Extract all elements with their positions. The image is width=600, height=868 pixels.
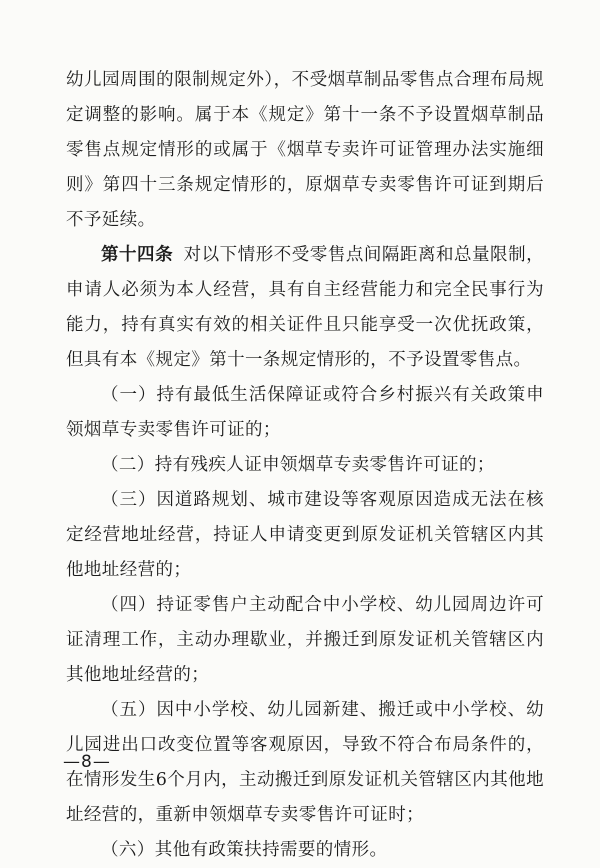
list-item: （四）持证零售户主动配合中小学校、幼儿园周边许可证清理工作，主动办理歇业，并搬迁到原发证机关管辖区内其他地址经营的； bbox=[66, 595, 544, 685]
article-14-paragraph bbox=[66, 238, 544, 378]
list-item: （五）因中小学校、幼儿园新建、搬迁或中小学校、幼儿园进出口改变位置等客观原因，导致不符合布局条件的，在情形发生6个月内，主动搬迁到原发证机关管辖区内其他地址经营的，重新申领烟草专卖零售许可证时； bbox=[66, 700, 544, 825]
list-item: （三）因道路规划、城市建设等客观原因造成无法在核定经营地址经营，持证人申请变更到原发证机关管辖区内其他地址经营的； bbox=[66, 490, 544, 580]
document-body bbox=[66, 63, 544, 868]
page-number: —8— bbox=[63, 752, 111, 772]
list-item: （二）持有残疾人证申领烟草专卖零售许可证的； bbox=[101, 455, 495, 475]
article-heading: 第十四条 bbox=[101, 245, 174, 265]
list-item: （一）持有最低生活保障证或符合乡村振兴有关政策申领烟草专卖零售许可证的； bbox=[66, 385, 544, 440]
list-item: （六）其他有政策扶持需要的情形。 bbox=[101, 840, 388, 860]
article-body: 对以下情形不受零售点间隔距离和总量限制，申请人必须为本人经营，具有自主经营能力和完全民事行为能力，持有真实有效的相关证件且只能享受一次优抚政策，但具有本《规定》第十一条规定情形的，不予设置零售点。 bbox=[66, 245, 544, 370]
continuation-paragraph: 幼儿园周围的限制规定外），不受烟草制品零售点合理布局规定调整的影响。属于本《规定》第十一条不予设置烟草制品零售点规定情形的或属于《烟草专卖许可证管理办法实施细则》第四十三条规定情形的，原烟草专卖零售许可证到期后不予延续。 bbox=[66, 70, 544, 230]
